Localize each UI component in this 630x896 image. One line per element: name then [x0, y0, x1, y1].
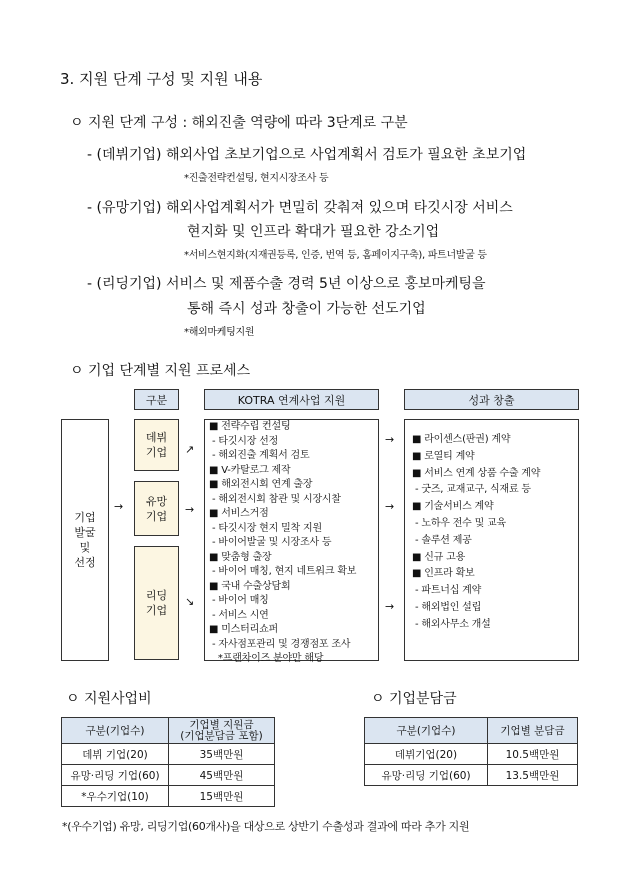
arrow-result-2: →	[385, 500, 395, 513]
stage-leading: 리딩 기업	[134, 546, 179, 660]
budget-cell: 15백만원	[169, 786, 275, 807]
support-item: ■ 해외전시회 연계 출장	[209, 479, 313, 490]
arrow-promising: →	[185, 503, 195, 516]
arrow-debut: ↗	[185, 443, 195, 456]
header-stage: 구분	[134, 389, 179, 410]
support-item: ■ 서비스거점	[209, 508, 269, 519]
stage-debut: 데뷔 기업	[134, 419, 179, 471]
result-item: ■ 라이센스(판권) 계약	[412, 434, 511, 445]
arrow-result-3: →	[385, 600, 395, 613]
company-share-table	[364, 717, 578, 786]
item-leading-line2: 통해 즉시 성과 창출이 가능한 선도기업	[187, 301, 426, 317]
support-item: - 서비스 시연	[209, 609, 269, 621]
item-leading-note: *해외마케팅지원	[184, 327, 255, 338]
support-item: - 바이어발굴 및 시장조사 등	[209, 537, 332, 548]
support-item: ■ 국내 수출상담회	[209, 580, 291, 592]
bullet-process: ㅇ 기업 단계별 지원 프로세스	[70, 363, 251, 379]
table-row	[62, 744, 275, 765]
result-list	[412, 432, 540, 634]
support-item: ■ V-카탈로그 제작	[209, 464, 291, 476]
budget-header-category: 구분(기업수)	[62, 718, 169, 744]
share-cell: 13.5백만원	[488, 765, 578, 786]
table-row	[365, 744, 578, 765]
item-promising-line2: 현지화 및 인프라 확대가 필요한 강소기업	[187, 224, 440, 240]
result-item: - 해외사무소 개설	[412, 618, 491, 630]
bullet-stage-structure: ㅇ 지원 단계 구성 : 해외진출 역량에 따라 3단계로 구분	[70, 115, 408, 131]
support-item: ■ 미스터리쇼퍼	[209, 624, 278, 635]
result-item: ■ 로열티 계약	[412, 450, 475, 462]
result-item: - 해외법인 설립	[412, 601, 482, 613]
support-item: - 타깃시장 선정	[209, 435, 279, 447]
support-item: *프랜차이즈 분야만 해당	[209, 653, 324, 664]
arrow-result-1: →	[385, 433, 395, 446]
support-item: - 해외진출 계획서 검토	[209, 450, 310, 461]
item-debut-note: *진출전략컨설팅, 현지시장조사 등	[184, 173, 329, 184]
result-item: ■ 신규 고용	[412, 551, 466, 563]
budget-cell: 데뷔 기업(20)	[62, 744, 169, 765]
item-promising-line1: - (유망기업) 해외사업계획서가 면밀히 갖춰져 있으며 타깃시장 서비스	[87, 200, 513, 216]
budget-cell: 45백만원	[169, 765, 275, 786]
item-promising-note: *서비스현지화(지재권등록, 인증, 번역 등, 홈페이지구축), 파트너발굴 등	[184, 250, 487, 261]
table-row	[365, 765, 578, 786]
section-title: 3. 지원 단계 구성 및 지원 내용	[60, 70, 263, 88]
support-item: ■ 맞춤형 출장	[209, 551, 272, 563]
company-selection-box: 기업 발굴 및 선정	[61, 419, 109, 661]
support-item: - 해외전시회 참관 및 시장시찰	[209, 493, 341, 505]
result-item: - 파트너십 계약	[412, 585, 482, 597]
support-budget-title: ㅇ 지원사업비	[66, 691, 152, 707]
header-support: KOTRA 연계사업 지원	[204, 389, 379, 410]
share-header-amount: 기업별 분담금	[488, 718, 578, 744]
budget-header-amount: 기업별 지원금 (기업분담금 포함)	[169, 718, 275, 744]
table-row	[62, 786, 275, 807]
item-leading-line1: - (리딩기업) 서비스 및 제품수출 경력 5년 이상으로 홍보마케팅을	[87, 276, 486, 292]
support-list	[209, 420, 356, 667]
result-item: - 굿즈, 교재교구, 식재료 등	[412, 484, 531, 496]
table-row	[62, 765, 275, 786]
budget-cell: *우수기업(10)	[62, 786, 169, 807]
support-item: - 타깃시장 현지 밀착 지원	[209, 522, 322, 534]
budget-cell: 유망·리딩 기업(60)	[62, 765, 169, 786]
share-cell: 데뷔기업(20)	[365, 744, 488, 765]
support-item: - 바이어 매칭, 현지 네트워크 확보	[209, 566, 357, 577]
stage-promising: 유망 기업	[134, 481, 179, 536]
arrow-leading: ↘	[185, 595, 195, 608]
support-item: - 바이어 매칭	[209, 595, 269, 606]
share-cell: 10.5백만원	[488, 744, 578, 765]
share-cell: 유망·리딩 기업(60)	[365, 765, 488, 786]
share-header-category: 구분(기업수)	[365, 718, 488, 744]
result-item: ■ 인프라 확보	[412, 568, 475, 580]
result-item: ■ 기술서비스 계약	[412, 501, 494, 513]
company-share-title: ㅇ 기업분담금	[371, 691, 457, 707]
item-debut-line1: - (데뷔기업) 해외사업 초보기업으로 사업계획서 검토가 필요한 초보기업	[87, 147, 527, 163]
support-item: - 자사점포관리 및 경쟁점포 조사	[209, 638, 351, 650]
result-item: - 노하우 전수 및 교육	[412, 517, 506, 529]
support-item: ■ 전략수립 컨설팅	[209, 421, 291, 432]
budget-cell: 35백만원	[169, 744, 275, 765]
result-item: - 솔루션 제공	[412, 534, 472, 546]
support-budget-table	[61, 717, 275, 807]
arrow-to-stages: →	[114, 500, 124, 513]
result-item: ■ 서비스 연계 상품 수출 계약	[412, 467, 541, 479]
header-result: 성과 창출	[404, 389, 579, 410]
footnote: *(우수기업) 유망, 리딩기업(60개사)을 대상으로 상반기 수출성과 결과에 따라 추가 지원	[62, 820, 470, 833]
